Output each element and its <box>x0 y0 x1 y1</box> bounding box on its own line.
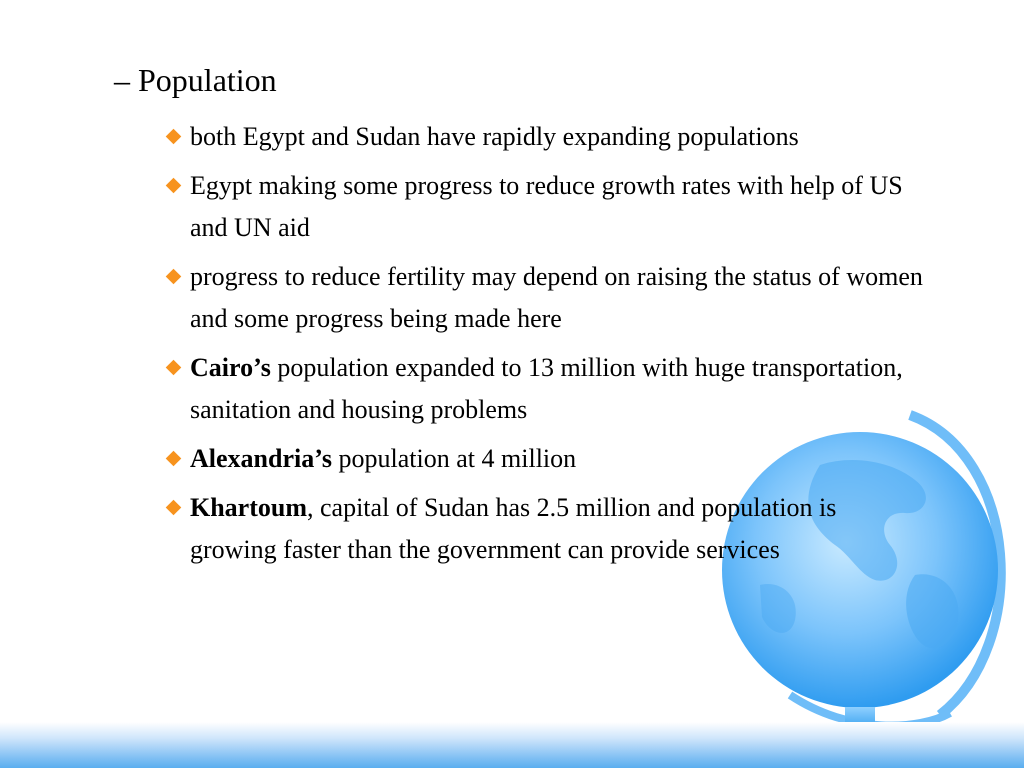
bullet-text <box>190 262 923 333</box>
bullet-bold-text: Cairo’s <box>190 353 271 382</box>
bullet-body-text: both Egypt and Sudan have rapidly expanding populations <box>190 122 799 151</box>
bullet-body-text: progress to reduce fertility may depend on raising the status of women and some progress being made here <box>190 262 923 333</box>
diamond-bullet-icon <box>166 360 182 376</box>
bullet-text <box>190 171 903 242</box>
diamond-bullet-icon <box>166 269 182 285</box>
bullet-text <box>190 353 903 424</box>
list-item <box>164 438 924 480</box>
list-item <box>164 256 924 340</box>
bullet-bold-text: Khartoum <box>190 493 307 522</box>
bullet-body-text: Egypt making some progress to reduce growth rates with help of US and UN aid <box>190 171 903 242</box>
bullet-text <box>190 493 836 564</box>
list-item <box>164 116 924 158</box>
diamond-bullet-icon <box>166 178 182 194</box>
bottom-gradient-band <box>0 722 1024 768</box>
list-item <box>164 347 924 431</box>
list-item <box>164 165 924 249</box>
bullet-list <box>164 116 924 578</box>
diamond-bullet-icon <box>166 451 182 467</box>
diamond-bullet-icon <box>166 129 182 145</box>
bullet-body-text: population expanded to 13 million with huge transportation, sanitation and housing problems <box>190 353 903 424</box>
bullet-text <box>190 122 799 151</box>
bullet-body-text: population at 4 million <box>332 444 577 473</box>
section-heading: – Population <box>114 62 277 98</box>
list-item <box>164 487 924 571</box>
diamond-bullet-icon <box>166 500 182 516</box>
bullet-body-text: , capital of Sudan has 2.5 million and population is growing faster than the government can provide services <box>190 493 837 564</box>
bullet-text <box>190 444 576 473</box>
bullet-bold-text: Alexandria’s <box>190 444 333 473</box>
